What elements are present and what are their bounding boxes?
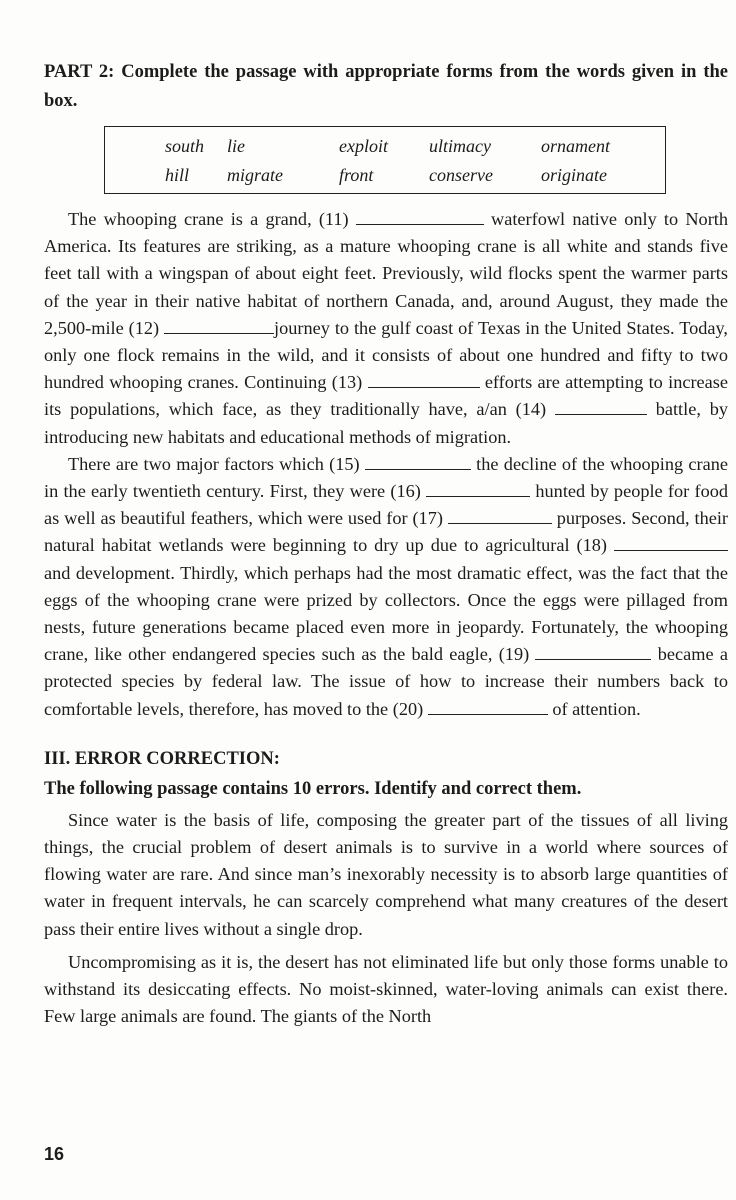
blank-18[interactable] xyxy=(614,533,728,551)
section3-paragraph-2: Uncompromising as it is, the desert has not eliminated life but only those forms unable to withstand its desiccating effects. No moist-skinned, water-loving animals can exist there. Few large animals are found. The giants of the North xyxy=(44,951,728,1027)
blank-14[interactable] xyxy=(555,397,647,415)
part2-heading: PART 2: Complete the passage with appropriate forms from the words given in the box. xyxy=(44,62,728,111)
word-front: front xyxy=(339,165,374,185)
word-south: south xyxy=(165,136,205,156)
blank-12[interactable] xyxy=(164,316,274,334)
page-number: 16 xyxy=(44,1144,65,1164)
word-exploit: exploit xyxy=(339,136,388,156)
part2-paragraph-1: The whooping crane is a grand, (11) waterfowl native only to North America. Its features are striking, as a mature whooping crane is all white and stands five feet tall with a wingspan of about eight feet. Previously, wild flocks spent the warmer parts of the year in their native habitat of northern Canada, and, around August, they made the 2,500-mile (12) journey to the gulf coast of Texas in the United States. Today, only one flock remains in the wild, and it consists of about one hundred and fifty to two hundred whooping cranes. Continuing (13) efforts are attempting to increase its populations, which face, as they traditionally have, a/an (14) battle, by introducing new habitats and educational methods of migration. xyxy=(44,209,729,447)
word-conserve: conserve xyxy=(429,165,493,185)
section3-instruction: The following passage contains 10 errors. Identify and correct them. xyxy=(44,778,582,799)
part2-paragraph-2: There are two major factors which (15) the decline of the whooping crane in the early twentieth century. First, they were (16) hunted by people for food as well as beautiful feathers, which were used for (17) purposes. Second, their natural habitat wetlands were beginning to dry up due to agricultural (18) and development. Thirdly, which perhaps had the most dramatic effect, was the fact that the eggs of the whooping crane were prized by collectors. Once the eggs were pillaged from nests, future generations became placed even more in jeopardy. Fortunately, the whooping crane, like other endangered species such as the bald eagle, (19) became a protected species by federal law. The issue of how to increase their numbers back to comfortable levels, therefore, has moved to the (20) of attention. xyxy=(44,453,728,719)
blank-20[interactable] xyxy=(428,697,548,715)
part2-passage xyxy=(44,206,728,723)
section3-title: III. ERROR CORRECTION: xyxy=(44,748,280,769)
page-content xyxy=(44,58,728,1030)
word-box xyxy=(104,126,666,194)
section3-passage xyxy=(44,807,728,1031)
word-hill: hill xyxy=(165,165,190,185)
word-lie: lie xyxy=(227,136,245,156)
blank-15[interactable] xyxy=(365,452,471,470)
blank-11[interactable] xyxy=(356,207,484,225)
word-ultimacy: ultimacy xyxy=(429,136,491,156)
word-box-row-2 xyxy=(105,161,665,190)
blank-17[interactable] xyxy=(448,506,552,524)
section3-paragraph-1: Since water is the basis of life, composing the greater part of the tissues of all living things, the crucial problem of desert animals is to survive in a world where sources of flowing water are rare. And since man’s inexorably necessity is to absorb large quantities of water in frequent intervals, he can scarcely comprehend what many creatures of the desert pass their entire lives without a single drop. xyxy=(44,809,728,939)
word-migrate: migrate xyxy=(227,165,283,185)
blank-16[interactable] xyxy=(426,479,530,497)
word-box-row-1 xyxy=(105,132,665,161)
blank-13[interactable] xyxy=(368,370,480,388)
blank-19[interactable] xyxy=(535,642,651,660)
word-originate: originate xyxy=(541,165,607,185)
word-ornament: ornament xyxy=(541,136,610,156)
